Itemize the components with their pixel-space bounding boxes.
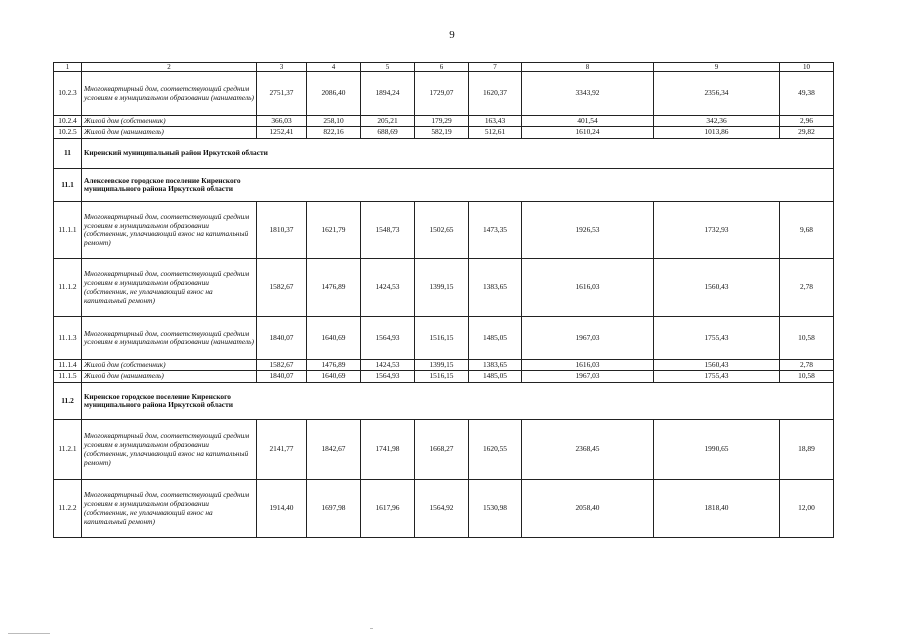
value-cell: 49,38: [780, 72, 834, 116]
column-header-row: [54, 63, 834, 72]
row-description: Многоквартирный дом, соответствующий средним условиям в муниципальном образовании (наниматель): [82, 72, 257, 116]
value-cell: 1697,98: [307, 480, 361, 538]
value-cell: 512,61: [469, 127, 522, 139]
row-description: Многоквартирный дом, соответствующий средним условиям в муниципальном образовании (собственник, не уплачивающий взнос на капитальный ремонт): [82, 259, 257, 317]
row-description: Жилой дом (наниматель): [82, 127, 257, 139]
value-cell: 1476,89: [307, 259, 361, 317]
section-row: [54, 383, 834, 420]
column-header: 6: [415, 63, 469, 72]
value-cell: 366,03: [257, 116, 307, 127]
value-cell: 1729,07: [415, 72, 469, 116]
value-cell: 1530,98: [469, 480, 522, 538]
column-header: 4: [307, 63, 361, 72]
section-row: [54, 169, 834, 202]
column-header: 3: [257, 63, 307, 72]
value-cell: 1485,05: [469, 371, 522, 383]
value-cell: 1399,15: [415, 360, 469, 371]
value-cell: 822,16: [307, 127, 361, 139]
value-cell: 1564,93: [361, 317, 415, 360]
column-header: 9: [654, 63, 780, 72]
value-cell: 205,21: [361, 116, 415, 127]
value-cell: 1810,37: [257, 202, 307, 259]
value-cell: 2141,77: [257, 420, 307, 480]
row-number: 11.1.1: [54, 202, 82, 259]
value-cell: 9,68: [780, 202, 834, 259]
table-row: [54, 202, 834, 259]
row-description: Жилой дом (собственник): [82, 116, 257, 127]
row-number: 11.1.4: [54, 360, 82, 371]
value-cell: 1967,03: [522, 317, 654, 360]
value-cell: 18,89: [780, 420, 834, 480]
value-cell: 1516,15: [415, 371, 469, 383]
column-header: 10: [780, 63, 834, 72]
value-cell: 1424,53: [361, 360, 415, 371]
value-cell: 10,58: [780, 371, 834, 383]
value-cell: 1013,86: [654, 127, 780, 139]
value-cell: 1548,73: [361, 202, 415, 259]
column-header: 5: [361, 63, 415, 72]
value-cell: 29,82: [780, 127, 834, 139]
row-number: 10.2.3: [54, 72, 82, 116]
value-cell: 1399,15: [415, 259, 469, 317]
value-cell: 1582,67: [257, 259, 307, 317]
value-cell: 1640,69: [307, 371, 361, 383]
value-cell: 1485,05: [469, 317, 522, 360]
row-description: Многоквартирный дом, соответствующий средним условиям в муниципальном образовании (собственник, не уплачивающий взнос на капитальный ремонт): [82, 480, 257, 538]
value-cell: 1560,43: [654, 360, 780, 371]
value-cell: 1424,53: [361, 259, 415, 317]
row-number: 11.1.3: [54, 317, 82, 360]
value-cell: 1732,93: [654, 202, 780, 259]
section-title: Киренский муниципальный район Иркутской области: [82, 139, 834, 169]
column-header: 7: [469, 63, 522, 72]
value-cell: 10,58: [780, 317, 834, 360]
value-cell: 1582,67: [257, 360, 307, 371]
value-cell: 3343,92: [522, 72, 654, 116]
value-cell: 1894,24: [361, 72, 415, 116]
value-cell: 1617,96: [361, 480, 415, 538]
row-description: Жилой дом (собственник): [82, 360, 257, 371]
value-cell: 1476,89: [307, 360, 361, 371]
value-cell: 2,96: [780, 116, 834, 127]
value-cell: 1502,65: [415, 202, 469, 259]
value-cell: 1640,69: [307, 317, 361, 360]
row-description: Многоквартирный дом, соответствующий средним условиям в муниципальном образовании (собственник, уплачивающий взнос на капитальный ремонт): [82, 202, 257, 259]
row-description: Жилой дом (наниматель): [82, 371, 257, 383]
value-cell: 1616,03: [522, 259, 654, 317]
value-cell: 1564,92: [415, 480, 469, 538]
table-row: [54, 420, 834, 480]
value-cell: 1564,93: [361, 371, 415, 383]
column-header: 2: [82, 63, 257, 72]
value-cell: 2,78: [780, 259, 834, 317]
table-row: [54, 360, 834, 371]
value-cell: 2356,34: [654, 72, 780, 116]
value-cell: 1620,55: [469, 420, 522, 480]
row-description: Многоквартирный дом, соответствующий средним условиям в муниципальном образовании (наниматель): [82, 317, 257, 360]
value-cell: 1516,15: [415, 317, 469, 360]
value-cell: 2086,40: [307, 72, 361, 116]
value-cell: 1842,67: [307, 420, 361, 480]
table-row: [54, 317, 834, 360]
value-cell: 342,36: [654, 116, 780, 127]
value-cell: 1383,65: [469, 360, 522, 371]
row-description: Многоквартирный дом, соответствующий средним условиям в муниципальном образовании (собственник, уплачивающий взнос на капитальный ремонт): [82, 420, 257, 480]
column-header: 1: [54, 63, 82, 72]
section-number: 11: [54, 139, 82, 169]
value-cell: 2058,40: [522, 480, 654, 538]
value-cell: 1840,07: [257, 371, 307, 383]
column-header: 8: [522, 63, 654, 72]
table-row: [54, 127, 834, 139]
value-cell: 1620,37: [469, 72, 522, 116]
tariff-table: [53, 62, 834, 538]
value-cell: 1473,35: [469, 202, 522, 259]
section-number: 11.1: [54, 169, 82, 202]
row-number: 11.2.1: [54, 420, 82, 480]
value-cell: 163,43: [469, 116, 522, 127]
value-cell: 1621,79: [307, 202, 361, 259]
value-cell: 1383,65: [469, 259, 522, 317]
value-cell: 1616,03: [522, 360, 654, 371]
row-number: 11.2.2: [54, 480, 82, 538]
row-number: 10.2.5: [54, 127, 82, 139]
value-cell: 1668,27: [415, 420, 469, 480]
value-cell: 401,54: [522, 116, 654, 127]
value-cell: 1755,43: [654, 317, 780, 360]
value-cell: 12,00: [780, 480, 834, 538]
value-cell: 1914,40: [257, 480, 307, 538]
value-cell: 688,69: [361, 127, 415, 139]
value-cell: 258,10: [307, 116, 361, 127]
value-cell: 1990,65: [654, 420, 780, 480]
value-cell: 2368,45: [522, 420, 654, 480]
row-number: 11.1.5: [54, 371, 82, 383]
section-row: [54, 139, 834, 169]
value-cell: 1967,03: [522, 371, 654, 383]
table-row: [54, 371, 834, 383]
table-row: [54, 480, 834, 538]
section-title: Киренское городское поселение Киренского муниципального района Иркутской области: [82, 383, 834, 420]
value-cell: 1840,07: [257, 317, 307, 360]
value-cell: 1610,24: [522, 127, 654, 139]
page-number: 9: [449, 29, 455, 41]
value-cell: 2751,37: [257, 72, 307, 116]
row-number: 10.2.4: [54, 116, 82, 127]
value-cell: 1252,41: [257, 127, 307, 139]
row-number: 11.1.2: [54, 259, 82, 317]
value-cell: 1741,98: [361, 420, 415, 480]
table-row: [54, 259, 834, 317]
value-cell: 582,19: [415, 127, 469, 139]
table-row: [54, 116, 834, 127]
value-cell: 1926,53: [522, 202, 654, 259]
table-row: [54, 72, 834, 116]
value-cell: 1755,43: [654, 371, 780, 383]
scan-artifact: [370, 628, 373, 629]
value-cell: 1560,43: [654, 259, 780, 317]
section-title: Алексеевское городское поселение Киренского муниципального района Иркутской области: [82, 169, 834, 202]
value-cell: 1818,40: [654, 480, 780, 538]
value-cell: 179,29: [415, 116, 469, 127]
section-number: 11.2: [54, 383, 82, 420]
scan-artifact: [8, 633, 50, 634]
value-cell: 2,78: [780, 360, 834, 371]
